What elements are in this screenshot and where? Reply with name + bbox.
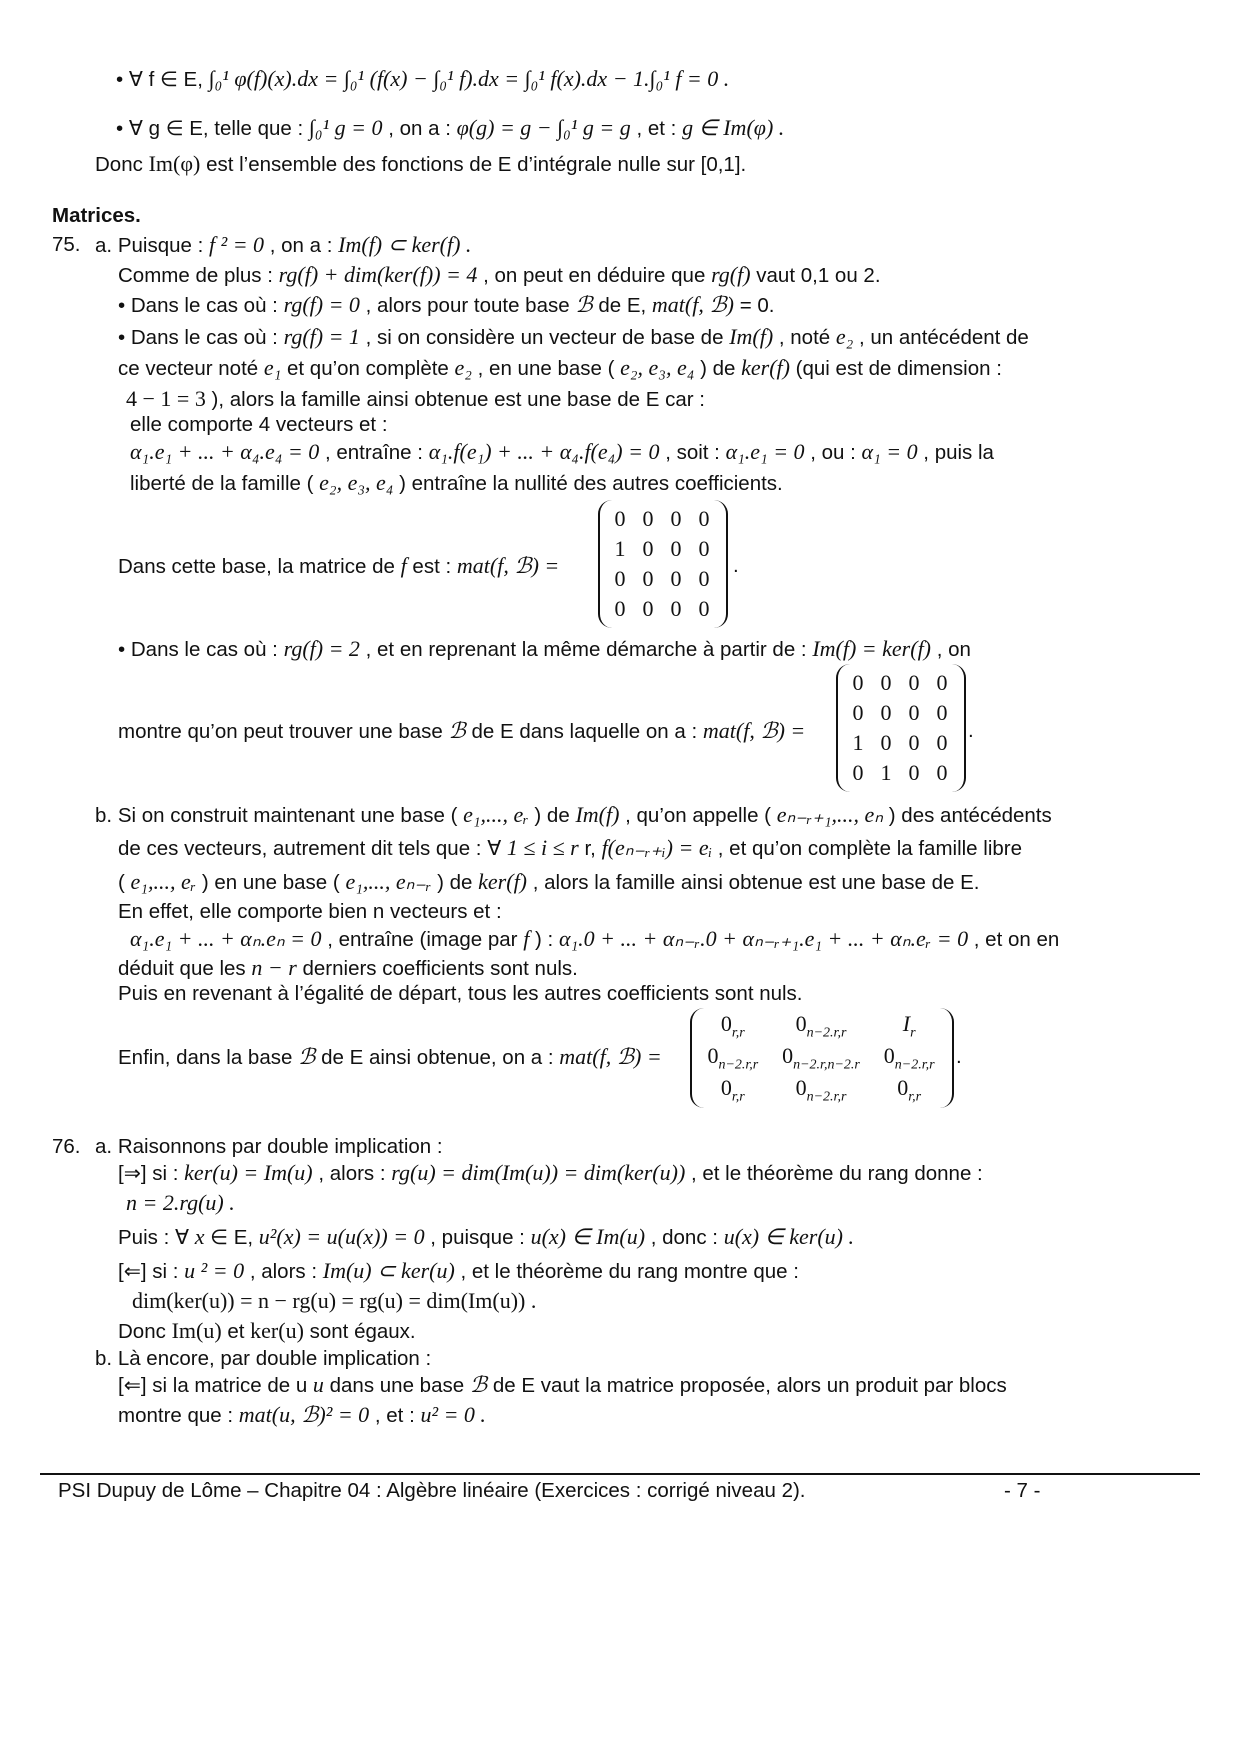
matrix-rank-2-period: . [968, 719, 974, 742]
ex75b-line-7: Puis en revenant à l’égalité de départ, tous les autres coefficients sont nuls. [118, 982, 803, 1005]
ex75a-line-3: • Dans le cas où : rg(f) = 0 , alors pour toute base ℬ de E, mat(f, ℬ) = 0. [118, 292, 775, 317]
m1-cell: 0 [670, 596, 682, 621]
ex75a-line-8: α₁.e₁ + ... + α₄.e₄ = 0 , entraîne : α₁.f(e₁) + ... + α₄.f(e₄) = 0 , soit : α₁.e₁ = 0 , ou : α₁ = 0 , puis la [130, 439, 994, 464]
block-matrix [690, 1008, 954, 1108]
block-cell: $0_{r,r}$ [720, 1010, 745, 1041]
m2-cell: 0 [880, 730, 892, 755]
ex76b-line-2: [⇐] si la matrice de u u dans une base ℬ de E vaut la matrice proposée, alors un produit par blocs [118, 1372, 1007, 1397]
m1-cell: 0 [670, 506, 682, 531]
ex75b-line-3: ( e₁,..., eᵣ ) en une base ( e₁,..., eₙ₋ᵣ ) de ker(f) , alors la famille ainsi obtenue est une base de E. [118, 869, 980, 894]
block-matrix-grid [698, 1010, 944, 1106]
m2-cell: 0 [908, 700, 920, 725]
m1-cell: 0 [642, 566, 654, 591]
phi-line-1: • ∀ f ∈ E, ∫₀¹ φ(f)(x).dx = ∫₀¹ (f(x) − ∫₀¹ f).dx = ∫₀¹ f(x).dx − 1.∫₀¹ f = 0 . [116, 66, 730, 91]
ex75b-line-1: b. Si on construit maintenant une base ( e₁,..., eᵣ ) de Im(f) , qu’on appelle ( eₙ₋ᵣ₊₁,..., eₙ ) des antécédents [95, 802, 1052, 827]
ex75b-line-8: Enfin, dans la base ℬ de E ainsi obtenue, on a : mat(f, ℬ) = [118, 1044, 662, 1069]
ex75a-line-6: 4 − 1 = 3 ), alors la famille ainsi obtenue est une base de E car : [126, 386, 705, 411]
ex76a-line-6: dim(ker(u)) = n − rg(u) = rg(u) = dim(Im(u)) . [132, 1288, 537, 1313]
block-cell: $0_{n-2.r,r}$ [795, 1010, 847, 1041]
ex75a-line-9: liberté de la famille ( e₂, e₃, e₄ ) entraîne la nullité des autres coefficients. [130, 470, 783, 495]
page-number: - 7 - [1004, 1479, 1041, 1502]
m2-cell: 1 [880, 760, 892, 785]
block-cell: $0_{n-2.r,r}$ [883, 1042, 935, 1073]
m2-cell: 0 [936, 700, 948, 725]
m1-cell: 0 [698, 566, 710, 591]
m2-cell: 0 [936, 670, 948, 695]
m1-cell: 0 [670, 536, 682, 561]
m2-cell: 0 [880, 670, 892, 695]
ex76a-line-3: n = 2.rg(u) . [126, 1190, 235, 1215]
m1-cell: 0 [642, 536, 654, 561]
footer-title: PSI Dupuy de Lôme – Chapitre 04 : Algèbre linéaire (Exercices : corrigé niveau 2). [58, 1479, 806, 1502]
m2-cell: 0 [936, 730, 948, 755]
ex75b-line-4: En effet, elle comporte bien n vecteurs et : [118, 900, 502, 923]
block-cell: $0_{n-2.r,n-2.r}$ [782, 1042, 860, 1073]
m1-cell: 0 [614, 566, 626, 591]
m1-cell: 0 [642, 506, 654, 531]
ex75b-line-5: α₁.e₁ + ... + αₙ.eₙ = 0 , entraîne (image par f ) : α₁.0 + ... + αₙ₋ᵣ.0 + αₙ₋ᵣ₊₁.e₁ + ... + αₙ.eᵣ = 0 , et on en [130, 926, 1060, 951]
m1-cell: 0 [698, 536, 710, 561]
ex75a-line-10: Dans cette base, la matrice de f est : mat(f, ℬ) = [118, 553, 560, 578]
ex76a-line-5: [⇐] si : u ² = 0 , alors : Im(u) ⊂ ker(u) , et le théorème du rang montre que : [118, 1258, 799, 1283]
m2-cell: 0 [880, 700, 892, 725]
ex75a-line-11: • Dans le cas où : rg(f) = 2 , et en reprenant la même démarche à partir de : Im(f) = ker(f) , on [118, 636, 971, 661]
m2-cell: 0 [852, 700, 864, 725]
matrix-rank-2-grid [844, 668, 956, 788]
m1-cell: 0 [614, 506, 626, 531]
block-cell: $0_{r,r}$ [720, 1074, 745, 1105]
ex75b-line-2: de ces vecteurs, autrement dit tels que : ∀ 1 ≤ i ≤ r r, f(eₙ₋ᵣ₊ᵢ) = eᵢ , et qu’on complète la famille libre [118, 835, 1023, 860]
ex76a-line-4: Puis : ∀ x ∈ E, u²(x) = u(u(x)) = 0 , puisque : u(x) ∈ Im(u) , donc : u(x) ∈ ker(u) . [118, 1224, 855, 1249]
m2-cell: 0 [908, 670, 920, 695]
ex75a-line-7: elle comporte 4 vecteurs et : [130, 413, 388, 436]
matrix-rank-1-period: . [733, 554, 739, 577]
m2-cell: 0 [852, 670, 864, 695]
m1-cell: 1 [614, 536, 626, 561]
m1-cell: 0 [614, 596, 626, 621]
section-heading: Matrices. [52, 204, 141, 227]
matrix-rank-1 [598, 500, 728, 628]
phi-line-3: Donc Im(φ) est l’ensemble des fonctions de E d’intégrale nulle sur [0,1]. [95, 151, 747, 176]
ex75a-line-12: montre qu’on peut trouver une base ℬ de E dans laquelle on a : mat(f, ℬ) = [118, 718, 806, 743]
m2-cell: 0 [908, 760, 920, 785]
m1-cell: 0 [698, 506, 710, 531]
ex76b-line-1: b. Là encore, par double implication : [95, 1347, 432, 1370]
phi-line-2: • ∀ g ∈ E, telle que : ∫₀¹ g = 0 , on a : φ(g) = g − ∫₀¹ g = g , et : g ∈ Im(φ) . [116, 115, 785, 140]
block-matrix-period: . [956, 1045, 962, 1068]
m1-cell: 0 [642, 596, 654, 621]
ex75-number: 75. [52, 233, 81, 256]
ex75a-line-5: ce vecteur noté e₁ et qu’on complète e₂ , en une base ( e₂, e₃, e₄ ) de ker(f) (qui est de dimension : [118, 355, 1002, 380]
m1-cell: 0 [698, 596, 710, 621]
ex75b-line-6: déduit que les n − r derniers coefficients sont nuls. [118, 955, 578, 980]
ex76a-line-2: [⇒] si : ker(u) = Im(u) , alors : rg(u) = dim(Im(u)) = dim(ker(u)) , et le théorème du rang donne : [118, 1160, 983, 1185]
ex75a-line-4: • Dans le cas où : rg(f) = 1 , si on considère un vecteur de base de Im(f) , noté e₂ , un antécédent de [118, 324, 1029, 349]
ex75a-line-2: Comme de plus : rg(f) + dim(ker(f)) = 4 , on peut en déduire que rg(f) vaut 0,1 ou 2. [118, 262, 881, 287]
block-cell: $0_{r,r}$ [897, 1074, 922, 1105]
m2-cell: 0 [936, 760, 948, 785]
ex76a-line-7: Donc Im(u) et ker(u) sont égaux. [118, 1318, 416, 1343]
m2-cell: 0 [852, 760, 864, 785]
m2-cell: 0 [908, 730, 920, 755]
m2-cell: 1 [852, 730, 864, 755]
block-cell: $0_{n-2.r,r}$ [707, 1042, 759, 1073]
ex76b-line-3: montre que : mat(u, ℬ)² = 0 , et : u² = 0 . [118, 1402, 486, 1427]
ex76a-line-1: a. Raisonnons par double implication : [95, 1135, 443, 1158]
matrix-rank-2 [836, 664, 966, 792]
footer-rule [40, 1473, 1200, 1475]
block-cell: $I_r$ [902, 1010, 916, 1041]
ex76-number: 76. [52, 1135, 81, 1158]
m1-cell: 0 [670, 566, 682, 591]
ex75a-line-1: a. Puisque : f ² = 0 , on a : Im(f) ⊂ ker(f) . [95, 232, 472, 257]
block-cell: $0_{n-2.r,r}$ [795, 1074, 847, 1105]
matrix-rank-1-grid [606, 504, 718, 624]
